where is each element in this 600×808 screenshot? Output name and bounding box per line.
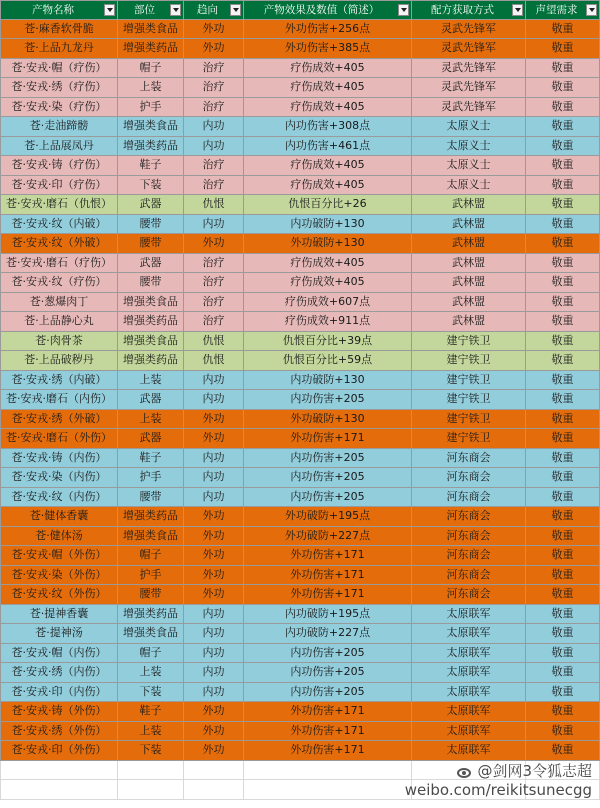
- cell-type[interactable]: 治疗: [184, 273, 244, 293]
- cell-slot[interactable]: 上装: [118, 722, 184, 742]
- cell-name[interactable]: 苍·安戎·铸（内伤）: [0, 449, 118, 469]
- cell-source[interactable]: 武林盟: [412, 273, 526, 293]
- cell-name[interactable]: 苍·安戎·绣（外破）: [0, 410, 118, 430]
- cell-slot[interactable]: 帽子: [118, 546, 184, 566]
- table-row: [0, 98, 600, 118]
- table-row: [0, 702, 600, 722]
- cell-reputation[interactable]: 敬重: [526, 234, 600, 254]
- cell-type[interactable]: 内功: [184, 663, 244, 683]
- table-row: [0, 722, 600, 742]
- cell-slot[interactable]: 武器: [118, 254, 184, 274]
- empty-cell[interactable]: [0, 780, 118, 800]
- cell-source[interactable]: 武林盟: [412, 312, 526, 332]
- cell-slot[interactable]: 腰带: [118, 488, 184, 508]
- cell-source[interactable]: 太原联军: [412, 644, 526, 664]
- empty-cell[interactable]: [184, 780, 244, 800]
- cell-source[interactable]: 武林盟: [412, 195, 526, 215]
- empty-cell[interactable]: [118, 780, 184, 800]
- cell-reputation[interactable]: 敬重: [526, 293, 600, 313]
- cell-source[interactable]: 太原联军: [412, 722, 526, 742]
- cell-effect[interactable]: 外功伤害+256点: [244, 20, 412, 40]
- cell-slot[interactable]: 增强类药品: [118, 351, 184, 371]
- cell-reputation[interactable]: 敬重: [526, 273, 600, 293]
- filter-dropdown-icon[interactable]: [230, 4, 241, 16]
- cell-slot[interactable]: 增强类药品: [118, 39, 184, 59]
- cell-slot[interactable]: 鞋子: [118, 449, 184, 469]
- cell-type[interactable]: 外功: [184, 741, 244, 761]
- cell-slot[interactable]: 下装: [118, 683, 184, 703]
- cell-effect[interactable]: 外功伤害+171: [244, 722, 412, 742]
- cell-slot[interactable]: 腰带: [118, 273, 184, 293]
- table-row: [0, 39, 600, 59]
- col-header-name[interactable]: [0, 0, 118, 20]
- cell-slot[interactable]: 武器: [118, 390, 184, 410]
- col-header-name-label: 产物名称: [32, 4, 74, 16]
- cell-source[interactable]: 建宁铁卫: [412, 390, 526, 410]
- cell-type[interactable]: 内功: [184, 683, 244, 703]
- cell-type[interactable]: 内功: [184, 137, 244, 157]
- cell-source[interactable]: 太原义士: [412, 137, 526, 157]
- table-row: [0, 293, 600, 313]
- cell-source[interactable]: 河东商会: [412, 449, 526, 469]
- cell-reputation[interactable]: 敬重: [526, 117, 600, 137]
- cell-effect[interactable]: 外功伤害+171: [244, 741, 412, 761]
- cell-effect[interactable]: 外功伤害+171: [244, 429, 412, 449]
- cell-source[interactable]: 太原义士: [412, 156, 526, 176]
- cell-type[interactable]: 外功: [184, 429, 244, 449]
- cell-source[interactable]: 太原义士: [412, 117, 526, 137]
- cell-slot[interactable]: 增强类食品: [118, 332, 184, 352]
- cell-effect[interactable]: 内功破防+130: [244, 371, 412, 391]
- cell-source[interactable]: 武林盟: [412, 234, 526, 254]
- filter-dropdown-icon[interactable]: [104, 4, 115, 16]
- cell-slot[interactable]: 护手: [118, 566, 184, 586]
- cell-source[interactable]: 太原联军: [412, 663, 526, 683]
- watermark-handle-line: [405, 762, 592, 781]
- cell-reputation[interactable]: 敬重: [526, 429, 600, 449]
- table-row: [0, 234, 600, 254]
- cell-reputation[interactable]: 敬重: [526, 59, 600, 79]
- table-row: [0, 624, 600, 644]
- cell-slot[interactable]: 武器: [118, 429, 184, 449]
- cell-effect[interactable]: 外功破防+130: [244, 234, 412, 254]
- table-row: [0, 449, 600, 469]
- table-row: [0, 117, 600, 137]
- table-row: [0, 390, 600, 410]
- cell-name[interactable]: 苍·安戎·染（内伤）: [0, 468, 118, 488]
- cell-source[interactable]: 河东商会: [412, 585, 526, 605]
- cell-type[interactable]: 外功: [184, 410, 244, 430]
- cell-type[interactable]: 内功: [184, 215, 244, 235]
- cell-type[interactable]: 内功: [184, 390, 244, 410]
- col-header-type[interactable]: [184, 0, 244, 20]
- cell-slot[interactable]: 增强类药品: [118, 312, 184, 332]
- cell-source[interactable]: 太原联军: [412, 741, 526, 761]
- cell-reputation[interactable]: 敬重: [526, 390, 600, 410]
- table-row: [0, 137, 600, 157]
- cell-name[interactable]: 苍·安戎·纹（外伤）: [0, 585, 118, 605]
- watermark: [405, 762, 592, 800]
- cell-source[interactable]: 灵武先锋军: [412, 59, 526, 79]
- cell-slot[interactable]: 增强类药品: [118, 507, 184, 527]
- cell-name[interactable]: 苍·安戎·绣（外伤）: [0, 722, 118, 742]
- cell-reputation[interactable]: 敬重: [526, 215, 600, 235]
- cell-reputation[interactable]: 敬重: [526, 702, 600, 722]
- cell-name[interactable]: 苍·肉骨茶: [0, 332, 118, 352]
- cell-name[interactable]: 苍·安戎·染（外伤）: [0, 566, 118, 586]
- cell-slot[interactable]: 鞋子: [118, 156, 184, 176]
- cell-type[interactable]: 内功: [184, 468, 244, 488]
- col-header-slot[interactable]: [118, 0, 184, 20]
- cell-reputation[interactable]: 敬重: [526, 351, 600, 371]
- filter-dropdown-icon[interactable]: [398, 4, 409, 16]
- cell-slot[interactable]: 上装: [118, 371, 184, 391]
- cell-effect[interactable]: 疗伤成效+911点: [244, 312, 412, 332]
- table-row: [0, 59, 600, 79]
- cell-type[interactable]: 治疗: [184, 312, 244, 332]
- cell-slot[interactable]: 武器: [118, 195, 184, 215]
- cell-source[interactable]: 建宁铁卫: [412, 371, 526, 391]
- cell-source[interactable]: 灵武先锋军: [412, 78, 526, 98]
- cell-reputation[interactable]: 敬重: [526, 488, 600, 508]
- cell-source[interactable]: 建宁铁卫: [412, 410, 526, 430]
- table-row: [0, 683, 600, 703]
- cell-name[interactable]: 苍·安戎·磨石（外伤）: [0, 429, 118, 449]
- cell-effect[interactable]: 内功伤害+205: [244, 468, 412, 488]
- cell-name[interactable]: 苍·健体香囊: [0, 507, 118, 527]
- cell-source[interactable]: 灵武先锋军: [412, 20, 526, 40]
- cell-effect[interactable]: 疗伤成效+607点: [244, 293, 412, 313]
- cell-source[interactable]: 河东商会: [412, 468, 526, 488]
- cell-name[interactable]: 苍·走油蹄髈: [0, 117, 118, 137]
- cell-effect[interactable]: 内功伤害+205: [244, 683, 412, 703]
- cell-slot[interactable]: 腰带: [118, 585, 184, 605]
- cell-effect[interactable]: 疗伤成效+405: [244, 273, 412, 293]
- cell-source[interactable]: 建宁铁卫: [412, 351, 526, 371]
- cell-reputation[interactable]: 敬重: [526, 449, 600, 469]
- cell-type[interactable]: 治疗: [184, 176, 244, 196]
- table-row: [0, 741, 600, 761]
- table-row: [0, 527, 600, 547]
- cell-type[interactable]: 治疗: [184, 254, 244, 274]
- col-header-slot-label: 部位: [134, 4, 155, 16]
- cell-name[interactable]: 苍·上品展凤丹: [0, 137, 118, 157]
- cell-slot[interactable]: 增强类药品: [118, 605, 184, 625]
- cell-type[interactable]: 外功: [184, 507, 244, 527]
- cell-name[interactable]: 苍·安戎·绣（内破）: [0, 371, 118, 391]
- cell-source[interactable]: 河东商会: [412, 507, 526, 527]
- cell-name[interactable]: 苍·安戎·染（疗伤）: [0, 98, 118, 118]
- cell-reputation[interactable]: 敬重: [526, 566, 600, 586]
- cell-type[interactable]: 外功: [184, 702, 244, 722]
- cell-source[interactable]: 河东商会: [412, 488, 526, 508]
- cell-effect[interactable]: 疗伤成效+405: [244, 59, 412, 79]
- cell-name[interactable]: 苍·安戎·印（疗伤）: [0, 176, 118, 196]
- cell-name[interactable]: 苍·安戎·纹（内伤）: [0, 488, 118, 508]
- cell-slot[interactable]: 腰带: [118, 215, 184, 235]
- table-row: [0, 195, 600, 215]
- table-row: [0, 20, 600, 40]
- cell-reputation[interactable]: 敬重: [526, 254, 600, 274]
- filter-dropdown-icon[interactable]: [586, 4, 597, 16]
- cell-effect[interactable]: 外功伤害+171: [244, 585, 412, 605]
- col-header-type-label: 趋向: [197, 4, 218, 16]
- cell-type[interactable]: 治疗: [184, 98, 244, 118]
- table-body: [0, 20, 600, 761]
- cell-effect[interactable]: 外功破防+130: [244, 410, 412, 430]
- cell-type[interactable]: 内功: [184, 449, 244, 469]
- cell-slot[interactable]: 帽子: [118, 644, 184, 664]
- cell-name[interactable]: 苍·上品静心丸: [0, 312, 118, 332]
- table-row: [0, 468, 600, 488]
- table-row: [0, 254, 600, 274]
- cell-effect[interactable]: 疗伤成效+405: [244, 98, 412, 118]
- cell-name[interactable]: 苍·安戎·纹（内破）: [0, 215, 118, 235]
- cell-effect[interactable]: 外功伤害+171: [244, 566, 412, 586]
- table-row: [0, 156, 600, 176]
- cell-reputation[interactable]: 敬重: [526, 585, 600, 605]
- cell-reputation[interactable]: 敬重: [526, 741, 600, 761]
- cell-type[interactable]: 内功: [184, 117, 244, 137]
- cell-reputation[interactable]: 敬重: [526, 156, 600, 176]
- cell-name[interactable]: 苍·安戎·磨石（仇恨）: [0, 195, 118, 215]
- cell-source[interactable]: 武林盟: [412, 293, 526, 313]
- cell-name[interactable]: 苍·安戎·铸（外伤）: [0, 702, 118, 722]
- cell-type[interactable]: 外功: [184, 546, 244, 566]
- cell-slot[interactable]: 增强类食品: [118, 293, 184, 313]
- cell-reputation[interactable]: 敬重: [526, 722, 600, 742]
- cell-effect[interactable]: 内功伤害+205: [244, 449, 412, 469]
- cell-effect[interactable]: 内功破防+227点: [244, 624, 412, 644]
- col-header-source[interactable]: [412, 0, 526, 20]
- cell-reputation[interactable]: 敬重: [526, 644, 600, 664]
- empty-cell[interactable]: [244, 761, 412, 781]
- cell-reputation[interactable]: 敬重: [526, 507, 600, 527]
- filter-dropdown-icon[interactable]: [512, 4, 523, 16]
- cell-reputation[interactable]: 敬重: [526, 332, 600, 352]
- empty-cell[interactable]: [244, 780, 412, 800]
- cell-reputation[interactable]: 敬重: [526, 410, 600, 430]
- table-row: [0, 215, 600, 235]
- cell-effect[interactable]: 疗伤成效+405: [244, 78, 412, 98]
- cell-effect[interactable]: 内功伤害+205: [244, 390, 412, 410]
- cell-name[interactable]: 苍·安戎·绣（内伤）: [0, 663, 118, 683]
- cell-source[interactable]: 武林盟: [412, 254, 526, 274]
- cell-type[interactable]: 内功: [184, 624, 244, 644]
- cell-reputation[interactable]: 敬重: [526, 527, 600, 547]
- table-row: [0, 605, 600, 625]
- cell-slot[interactable]: 帽子: [118, 59, 184, 79]
- table-row: [0, 176, 600, 196]
- table-row: [0, 371, 600, 391]
- cell-effect[interactable]: 外功伤害+385点: [244, 39, 412, 59]
- table-row: [0, 585, 600, 605]
- cell-reputation[interactable]: 敬重: [526, 371, 600, 391]
- weibo-icon: [456, 765, 474, 779]
- cell-effect[interactable]: 疗伤成效+405: [244, 176, 412, 196]
- empty-cell[interactable]: [0, 761, 118, 781]
- cell-reputation[interactable]: 敬重: [526, 98, 600, 118]
- cell-type[interactable]: 内功: [184, 488, 244, 508]
- cell-reputation[interactable]: 敬重: [526, 20, 600, 40]
- cell-source[interactable]: 太原联军: [412, 624, 526, 644]
- cell-type[interactable]: 治疗: [184, 293, 244, 313]
- cell-effect[interactable]: 疗伤成效+405: [244, 156, 412, 176]
- cell-type[interactable]: 内功: [184, 644, 244, 664]
- cell-source[interactable]: 太原义士: [412, 176, 526, 196]
- cell-reputation[interactable]: 敬重: [526, 176, 600, 196]
- cell-name[interactable]: 苍·安戎·印（内伤）: [0, 683, 118, 703]
- cell-source[interactable]: 武林盟: [412, 215, 526, 235]
- cell-effect[interactable]: 内功伤害+205: [244, 644, 412, 664]
- cell-source[interactable]: 河东商会: [412, 546, 526, 566]
- cell-name[interactable]: 苍·提神香囊: [0, 605, 118, 625]
- table-row: [0, 546, 600, 566]
- cell-slot[interactable]: 上装: [118, 410, 184, 430]
- cell-source[interactable]: 太原联军: [412, 683, 526, 703]
- cell-reputation[interactable]: 敬重: [526, 663, 600, 683]
- empty-cell[interactable]: [118, 761, 184, 781]
- col-header-reputation[interactable]: [526, 0, 600, 20]
- cell-reputation[interactable]: 敬重: [526, 624, 600, 644]
- cell-effect[interactable]: 疗伤成效+405: [244, 254, 412, 274]
- cell-reputation[interactable]: 敬重: [526, 137, 600, 157]
- cell-name[interactable]: 苍·安戎·帽（内伤）: [0, 644, 118, 664]
- watermark-url: weibo.com/reikitsunecgg: [404, 781, 592, 799]
- cell-name[interactable]: 苍·安戎·磨石（内伤）: [0, 390, 118, 410]
- cell-slot[interactable]: 增强类食品: [118, 527, 184, 547]
- cell-type[interactable]: 外功: [184, 527, 244, 547]
- cell-slot[interactable]: 增强类食品: [118, 117, 184, 137]
- cell-slot[interactable]: 下装: [118, 176, 184, 196]
- table-row: [0, 429, 600, 449]
- cell-source[interactable]: 建宁铁卫: [412, 429, 526, 449]
- col-header-effect[interactable]: [244, 0, 412, 20]
- table-row: [0, 410, 600, 430]
- cell-effect[interactable]: 内功破防+130: [244, 215, 412, 235]
- cell-effect[interactable]: 外功破防+195点: [244, 507, 412, 527]
- cell-reputation[interactable]: 敬重: [526, 605, 600, 625]
- cell-name[interactable]: 苍·安戎·帽（疗伤）: [0, 59, 118, 79]
- cell-effect[interactable]: 外功伤害+171: [244, 546, 412, 566]
- cell-source[interactable]: 建宁铁卫: [412, 332, 526, 352]
- cell-effect[interactable]: 外功伤害+171: [244, 702, 412, 722]
- cell-slot[interactable]: 增强类药品: [118, 137, 184, 157]
- cell-slot[interactable]: 上装: [118, 78, 184, 98]
- cell-name[interactable]: 苍·安戎·铸（疗伤）: [0, 156, 118, 176]
- cell-name[interactable]: 苍·安戎·绣（疗伤）: [0, 78, 118, 98]
- cell-effect[interactable]: 内功破防+195点: [244, 605, 412, 625]
- cell-slot[interactable]: 鞋子: [118, 702, 184, 722]
- cell-effect[interactable]: 仇恨百分比+39点: [244, 332, 412, 352]
- cell-name[interactable]: 苍·安戎·印（外伤）: [0, 741, 118, 761]
- cell-source[interactable]: 太原联军: [412, 605, 526, 625]
- table-row: [0, 566, 600, 586]
- cell-reputation[interactable]: 敬重: [526, 195, 600, 215]
- cell-effect[interactable]: 仇恨百分比+26: [244, 195, 412, 215]
- cell-name[interactable]: 苍·麻香软骨脆: [0, 20, 118, 40]
- cell-slot[interactable]: 上装: [118, 663, 184, 683]
- cell-type[interactable]: 仇恨: [184, 195, 244, 215]
- table-row: [0, 644, 600, 664]
- cell-name[interactable]: 苍·上品九龙丹: [0, 39, 118, 59]
- watermark-handle: @剑网3令狐志超: [477, 762, 592, 780]
- cell-reputation[interactable]: 敬重: [526, 78, 600, 98]
- cell-type[interactable]: 仇恨: [184, 351, 244, 371]
- cell-effect[interactable]: 仇恨百分比+59点: [244, 351, 412, 371]
- cell-slot[interactable]: 护手: [118, 468, 184, 488]
- cell-type[interactable]: 外功: [184, 585, 244, 605]
- empty-cell[interactable]: [184, 761, 244, 781]
- cell-effect[interactable]: 外功破防+227点: [244, 527, 412, 547]
- table-row: [0, 78, 600, 98]
- cell-source[interactable]: 河东商会: [412, 527, 526, 547]
- filter-dropdown-icon[interactable]: [170, 4, 181, 16]
- table-row: [0, 332, 600, 352]
- cell-type[interactable]: 外功: [184, 234, 244, 254]
- table-row: [0, 663, 600, 683]
- cell-type[interactable]: 治疗: [184, 59, 244, 79]
- cell-type[interactable]: 外功: [184, 566, 244, 586]
- cell-type[interactable]: 治疗: [184, 78, 244, 98]
- cell-name[interactable]: 苍·安戎·磨石（疗伤）: [0, 254, 118, 274]
- cell-reputation[interactable]: 敬重: [526, 39, 600, 59]
- cell-type[interactable]: 内功: [184, 605, 244, 625]
- cell-type[interactable]: 外功: [184, 20, 244, 40]
- table-row: [0, 488, 600, 508]
- cell-effect[interactable]: 内功伤害+205: [244, 488, 412, 508]
- table-row: [0, 351, 600, 371]
- table-row: [0, 273, 600, 293]
- cell-slot[interactable]: 腰带: [118, 234, 184, 254]
- cell-name[interactable]: 苍·安戎·帽（外伤）: [0, 546, 118, 566]
- cell-name[interactable]: 苍·安戎·纹（外破）: [0, 234, 118, 254]
- cell-reputation[interactable]: 敬重: [526, 683, 600, 703]
- cell-effect[interactable]: 内功伤害+205: [244, 663, 412, 683]
- col-header-reputation-label: 声望需求: [535, 4, 578, 16]
- table-row: [0, 312, 600, 332]
- cell-type[interactable]: 仇恨: [184, 332, 244, 352]
- header-row: [0, 0, 600, 20]
- cell-slot[interactable]: 护手: [118, 98, 184, 118]
- cell-name[interactable]: 苍·安戎·纹（疗伤）: [0, 273, 118, 293]
- cell-type[interactable]: 内功: [184, 371, 244, 391]
- cell-effect[interactable]: 内功伤害+308点: [244, 117, 412, 137]
- cell-name[interactable]: 苍·提神汤: [0, 624, 118, 644]
- cell-name[interactable]: 苍·上品破秽丹: [0, 351, 118, 371]
- col-header-effect-label: 产物效果及数值（简述）: [263, 4, 380, 16]
- cell-name[interactable]: 苍·葱爆肉丁: [0, 293, 118, 313]
- cell-type[interactable]: 外功: [184, 722, 244, 742]
- cell-reputation[interactable]: 敬重: [526, 546, 600, 566]
- cell-slot[interactable]: 下装: [118, 741, 184, 761]
- cell-source[interactable]: 灵武先锋军: [412, 39, 526, 59]
- cell-source[interactable]: 灵武先锋军: [412, 98, 526, 118]
- cell-type[interactable]: 治疗: [184, 156, 244, 176]
- table-row: [0, 507, 600, 527]
- col-header-source-label: 配方获取方式: [431, 4, 494, 16]
- cell-slot[interactable]: 增强类食品: [118, 624, 184, 644]
- cell-type[interactable]: 外功: [184, 39, 244, 59]
- cell-slot[interactable]: 增强类食品: [118, 20, 184, 40]
- cell-name[interactable]: 苍·健体汤: [0, 527, 118, 547]
- cell-reputation[interactable]: 敬重: [526, 468, 600, 488]
- cell-source[interactable]: 河东商会: [412, 566, 526, 586]
- cell-effect[interactable]: 内功伤害+461点: [244, 137, 412, 157]
- cell-source[interactable]: 太原联军: [412, 702, 526, 722]
- cell-reputation[interactable]: 敬重: [526, 312, 600, 332]
